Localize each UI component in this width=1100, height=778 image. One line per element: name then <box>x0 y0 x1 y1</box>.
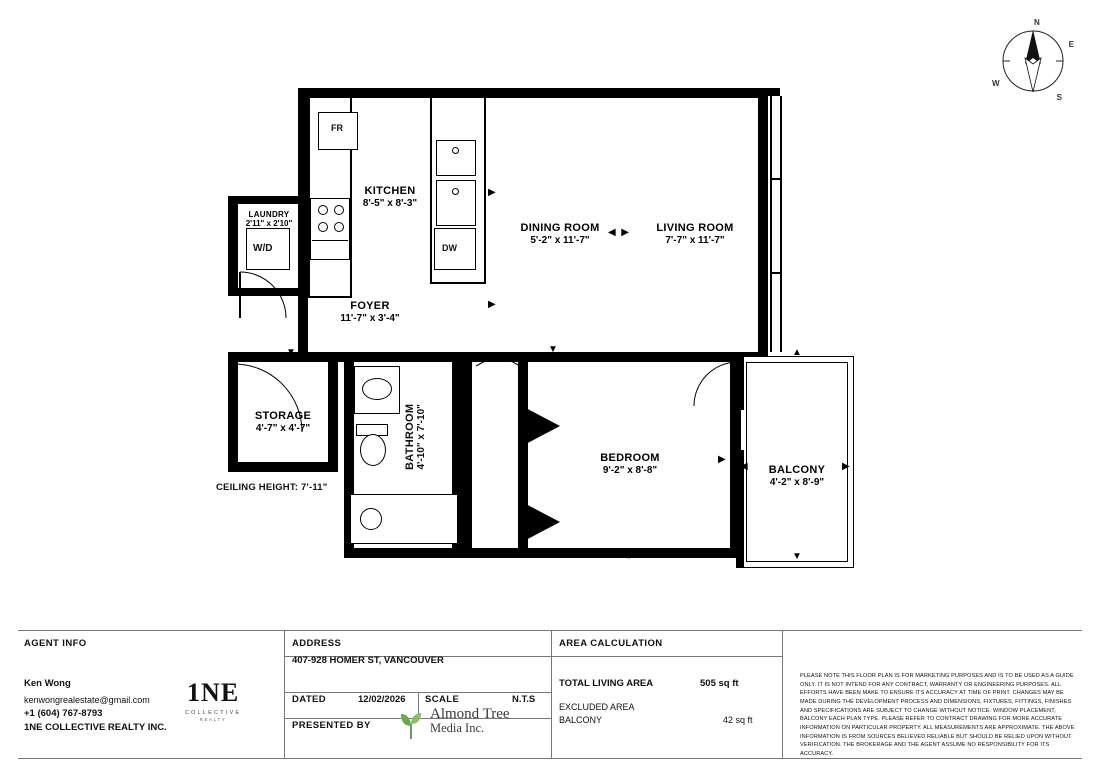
brand-logo-sub2: REALTY <box>199 717 227 722</box>
refrigerator-label: FR <box>331 123 343 133</box>
wall-right-jog-top <box>766 88 780 96</box>
kitchen-counter-bottom <box>308 296 352 298</box>
agent-brokerage: 1NE COLLECTIVE REALTY INC. <box>24 722 167 733</box>
dim-arrow-dining: ◀ ▶ <box>608 227 629 238</box>
sink-drain <box>452 147 459 154</box>
presenter-line1: Almond Tree <box>430 706 510 722</box>
toilet-bowl <box>360 434 386 466</box>
dim-arrow-bedroom-bottom: ▼ <box>624 551 634 562</box>
total-living-area-value: 505 sq ft <box>700 678 739 689</box>
agent-name: Ken Wong <box>24 678 71 689</box>
disclaimer-text: PLEASE NOTE THIS FLOOR PLAN IS FOR MARKETING PURPOSES AND IS TO BE USED AS A GUIDE ONLY. IT IS NOT INTEND FOR ANY CONTRACT, WARRANTY OR ENGINEERING PURPOSES. ALL EFFORTS HAVE BEEN MAKE TO ENSURE ITS ACCURACY AT TIME OF PRINT. CHANGES MAY BE MADE DURING THE DEVELOPMENT PROCESS AND DIMENSIONS, FIXTURES, FITTINGS, FINISHES AND SPECIFICATIONS ARE SUBJECT TO CHANGE WITHOUT NOTICE. WINDOW PLACEMENT, BALCONY EACH PLAN TYPE. PLEASE REFER TO CONTRACT DRAWING FOR MORE ACCURATE INFORMATION ON PARTICULAR PROPERTY. ALL MEASUREMENTS ARE APPROXIMATE. THE ABOVE INFORMATION IS FROM SOURCES BELIEVED RELIABLE BUT SHOULD BE RELIED UPON WITHOUT VERIFICATION. THE BROKERAGE AND THE AGENT ASSUME NO RESPONSIBILITY FOR ITS ACCURACY. <box>800 673 1075 757</box>
bathtub-drain <box>360 508 382 530</box>
total-living-area-label: TOTAL LIVING AREA <box>559 678 654 689</box>
room-label-bathroom: BATHROOM 4'-10" x 7'-10" <box>404 403 427 470</box>
presenter-logo <box>400 706 510 736</box>
dishwasher-label: DW <box>442 243 457 253</box>
compass-label-north: N <box>1034 18 1040 27</box>
room-label-laundry: LAUNDRY 2'11" x 2'10" <box>245 210 293 229</box>
wall-hall-bottom <box>462 548 528 558</box>
dated-value: 12/02/2026 <box>358 694 406 705</box>
burner-4 <box>334 222 344 232</box>
footer-divider-v2 <box>551 630 552 758</box>
compass-label-east: E <box>1068 40 1074 49</box>
room-label-balcony: BALCONY 4'-2" x 8'-9" <box>768 464 826 488</box>
leaf-icon <box>398 710 424 740</box>
balcony-inner-line-top <box>746 362 848 363</box>
room-label-dining: DINING ROOM 5'-2" x 11'-7" <box>520 222 600 246</box>
window-mullion-1 <box>770 178 782 180</box>
window-mullion-2 <box>770 272 782 274</box>
door-swing-bedroom <box>520 404 564 450</box>
footer-divider-v1 <box>284 630 285 758</box>
wall-bath-bottom <box>344 548 462 558</box>
window-living-outer2 <box>780 96 782 352</box>
area-calculation-header: AREA CALCULATION <box>559 638 663 649</box>
dated-label: DATED <box>292 694 327 705</box>
dim-arrow-kitchen-right: ▶ <box>488 187 496 198</box>
footer-divider-v3 <box>782 630 783 758</box>
room-label-storage: STORAGE 4'-7" x 4'-7" <box>254 410 312 434</box>
cooktop-knob <box>452 188 459 195</box>
footer-divider-top <box>18 630 1082 631</box>
compass-label-south: S <box>1056 93 1062 102</box>
scale-value: N.T.S <box>512 694 536 705</box>
agent-email[interactable]: kenwongrealestate@gmail.com <box>24 695 150 705</box>
bathroom-door-opening <box>354 358 412 361</box>
door-swing-closet <box>520 500 564 546</box>
compass-label-west: W <box>992 79 1000 88</box>
balcony-area-label: BALCONY <box>559 715 603 725</box>
presented-by-label: PRESENTED BY <box>292 720 371 731</box>
wall-laundry-top <box>228 196 308 204</box>
dim-arrow-balcony-left: ◀ <box>740 461 748 472</box>
wall-storage-bottom <box>228 462 338 472</box>
dim-arrow-balcony-right: ▶ <box>842 461 850 472</box>
room-label-kitchen: KITCHEN 8'-5" x 8'-3" <box>362 185 418 209</box>
scale-label: SCALE <box>425 694 460 705</box>
agent-phone[interactable]: +1 (604) 767-8793 <box>24 708 103 719</box>
dim-arrow-balcony-top: ▲ <box>792 347 802 358</box>
burner-3 <box>318 222 328 232</box>
door-swing-laundry <box>238 270 298 320</box>
door-swing-balcony <box>692 360 742 410</box>
brand-logo-main: 1NE <box>187 678 240 707</box>
island-bottom <box>430 282 486 284</box>
brand-logo-1ne <box>185 678 241 722</box>
wall-top <box>298 88 768 98</box>
window-living-outer <box>770 96 772 352</box>
balcony-outline <box>740 356 854 568</box>
dim-arrow-foyer-right: ▶ <box>488 299 496 310</box>
agent-info-header: AGENT INFO <box>24 638 87 649</box>
address-value: 407-928 HOMER ST, VANCOUVER <box>292 655 444 666</box>
dim-arrow-foyer-bottom: ▼ <box>286 347 296 358</box>
wall-balcony-left-upper <box>736 356 744 410</box>
brand-logo-sub: COLLECTIVE <box>185 710 242 716</box>
wall-hall-left <box>462 358 472 558</box>
dim-arrow-dining-bottom: ▼ <box>548 344 558 355</box>
presenter-line2: Media Inc. <box>430 721 485 735</box>
oven-line <box>312 240 348 241</box>
room-label-living: LIVING ROOM 7'-7" x 11'-7" <box>656 222 734 246</box>
address-header: ADDRESS <box>292 638 342 649</box>
burner-1 <box>318 205 328 215</box>
bathroom-sink <box>362 378 392 400</box>
excluded-area-label: EXCLUDED AREA <box>559 702 635 712</box>
washer-dryer-label: W/D <box>253 243 273 254</box>
room-label-foyer: FOYER 11'-7" x 3'-4" <box>340 300 400 324</box>
dim-arrow-balcony-bottom: ▼ <box>792 551 802 562</box>
sink-fixture <box>436 140 476 176</box>
room-label-bedroom: BEDROOM 9'-2" x 8'-8" <box>600 452 660 476</box>
island-right <box>484 98 486 284</box>
ceiling-height-note: CEILING HEIGHT: 7'-11" <box>216 482 328 493</box>
balcony-area-value: 42 sq ft <box>723 715 753 725</box>
dim-arrow-bedroom-right: ▶ <box>718 454 726 465</box>
door-swing-hall-top <box>470 352 526 372</box>
area-header-divider <box>551 656 782 657</box>
